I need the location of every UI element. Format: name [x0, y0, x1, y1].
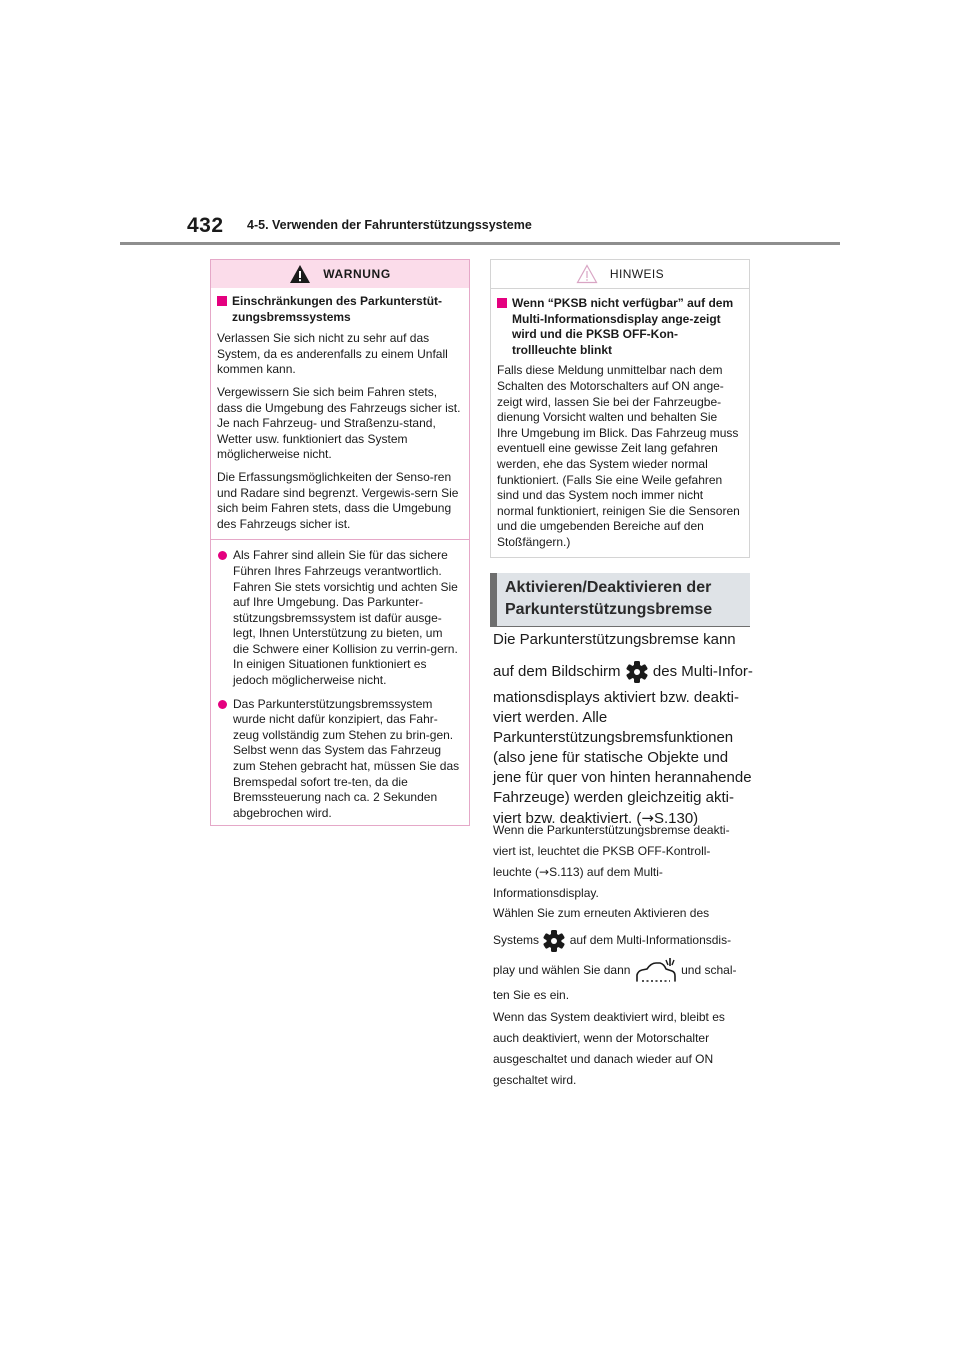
- gear-icon: [542, 929, 566, 953]
- caution-triangle-outline-icon: [576, 264, 598, 284]
- text-line: [493, 957, 755, 983]
- warning-heading: [217, 294, 461, 325]
- main-paragraph-2: [493, 820, 755, 904]
- hint-heading-text: Wenn “PKSB nicht verfügbar” auf dem Multi-Informationsdisplay ange-zeigt wird und die PKSB OFF-Kon-trollleuchte blinkt: [512, 296, 734, 357]
- main-heading-underline: [490, 626, 750, 627]
- text-line: mationsdisplays aktiviert bzw. deakti-: [493, 689, 739, 706]
- text-line: geschaltet wird.: [493, 1073, 577, 1087]
- main-heading-line-1: Aktivieren/Deaktivieren der: [505, 579, 712, 596]
- text-line: viert werden. Alle: [493, 709, 608, 726]
- section-title: 4-5. Verwenden der Fahrunterstützungssysteme: [247, 218, 532, 232]
- warning-bullet-2: [217, 697, 461, 822]
- text-fragment: play und wählen Sie dann: [493, 963, 631, 978]
- warning-heading-text: Einschränkungen des Parkunterstüt-zungsbremssystems: [232, 294, 443, 324]
- gear-icon: [625, 660, 649, 684]
- warning-header: [211, 260, 469, 288]
- hint-body: [491, 289, 749, 551]
- page-reference-link[interactable]: S.130): [653, 810, 699, 827]
- hint-header: [491, 260, 749, 289]
- warning-box: [210, 259, 470, 826]
- header-rule: [120, 242, 840, 245]
- text-line: auch deaktiviert, wenn der Motorschalter: [493, 1031, 710, 1045]
- reference-arrow: →: [539, 865, 550, 879]
- hint-box: [490, 259, 750, 558]
- text-fragment: auf dem Multi-Informationsdis-: [569, 933, 732, 948]
- circle-bullet-icon: [218, 700, 227, 709]
- text-fragment: und schal-: [681, 963, 737, 978]
- text-fragment: des Multi-Infor-: [652, 662, 753, 680]
- reference-arrow: →: [641, 809, 654, 827]
- hint-paragraph: Falls diese Meldung unmittelbar nach dem Schalten des Motorschalters auf ON ange-zeigt wird, lassen Sie bei der Fahrzeugbe-dienung Vorsicht walten und behalten Sie Ihre Umgebung im Blick. Das Fahrzeug muss eventuell eine gewisse Zeit lang gefahren werden, ehe das System wieder normal funktioniert. (Falls Sie eine Weile gefahren sind und das System noch immer nicht normal funktioniert, reinigen Sie die Sensoren und die umgebenden Bereiche auf den Stoßfängern.): [497, 363, 740, 549]
- warning-paragraph-1: Verlassen Sie sich nicht zu sehr auf das System, da es anderenfalls zu einem Unfall kommen kann.: [217, 331, 448, 377]
- text-line: Wenn die Parkunterstützungsbremse deakti-: [493, 823, 730, 837]
- text-line: Wählen Sie zum erneuten Aktivieren des: [493, 906, 710, 920]
- text-line: Parkunterstützungsbremsfunktionen: [493, 729, 734, 746]
- text-line: [493, 929, 755, 953]
- warning-label: WARNUNG: [323, 267, 391, 281]
- text-fragment: Systems: [493, 933, 540, 948]
- text-line: Die Parkunterstützungsbremse kann: [493, 631, 736, 648]
- parking-support-brake-icon: [634, 957, 678, 985]
- text-fragment: auf dem Bildschirm: [493, 662, 621, 680]
- text-fragment: leuchte (: [493, 865, 540, 879]
- circle-bullet-icon: [218, 551, 227, 560]
- warning-bullet-1-text: Als Fahrer sind allein Sie für das sichere Führen Ihres Fahrzeugs verantwortlich. Fahren Sie stets vorsichtig und achten Sie auf Ihre Umgebung. Das Parkunter-stützungsbremssystem ist dafür ausge-legt, Ihnen Unterstützung zu bieten, um die Schwere einer Kollision zu verrin-gern. In einigen Situationen funktioniert es jedoch möglicherweise nicht.: [233, 548, 458, 688]
- hint-label: HINWEIS: [609, 267, 665, 281]
- text-line: Wenn das System deaktiviert wird, bleibt es: [493, 1010, 725, 1024]
- warning-paragraph-3: Die Erfassungsmöglichkeiten der Senso-ren und Radare sind begrenzt. Vergewis-sern Sie sich beim Fahren stets, dass die Umgebung des Fahrzeugs sicher ist.: [217, 469, 459, 531]
- main-paragraph-3: [493, 903, 755, 1006]
- page-reference-link[interactable]: S.113) auf dem Multi-: [549, 865, 663, 879]
- text-line: ten Sie es ein.: [493, 988, 570, 1002]
- text-line: Fahrzeuge) werden gleichzeitig akti-: [493, 789, 734, 806]
- warning-paragraph-2: Vergewissern Sie sich beim Fahren stets, dass die Umgebung des Fahrzeugs sicher ist. Je nach Fahrzeug- und Straßenzu-stand, Wetter usw. funktioniert das System möglicherweise nicht.: [217, 384, 461, 462]
- main-heading: [490, 573, 750, 626]
- warning-triangle-icon: [289, 264, 311, 284]
- text-line: viert ist, leuchtet die PKSB OFF-Kontroll-: [493, 844, 711, 858]
- main-paragraph-4: [493, 1007, 755, 1091]
- text-line: (also jene für statische Objekte und: [493, 749, 729, 766]
- text-line: [493, 660, 753, 680]
- main-heading-line-2: Parkunterstützungsbremse: [505, 601, 713, 618]
- warning-body: [211, 288, 469, 821]
- text-fragment: viert bzw. deaktiviert. (: [493, 810, 642, 827]
- text-line: Informationsdisplay.: [493, 886, 599, 900]
- text-line: jene für quer von hinten herannahende: [493, 769, 752, 786]
- text-line: [493, 862, 755, 883]
- warning-divider: [211, 539, 469, 540]
- warning-bullet-2-text: Das Parkunterstützungsbremssystem wurde nicht dafür konzipiert, das Fahr-zeug vollständig zum Stehen zu brin-gen. Selbst wenn das System das Fahrzeug zum Stehen gebracht hat, müssen Sie das Bremspedal sofort tre-ten, da die Bremssteuerung nach ca. 2 Sekunden abgebrochen wird.: [233, 696, 460, 820]
- page-number: 432: [187, 214, 224, 237]
- square-bullet-icon: [497, 298, 507, 308]
- text-line: ausgeschaltet und danach wieder auf ON: [493, 1052, 714, 1066]
- warning-bullet-1: [217, 548, 461, 688]
- hint-heading: [497, 296, 741, 358]
- main-paragraph-1: [493, 630, 753, 829]
- square-bullet-icon: [217, 296, 227, 306]
